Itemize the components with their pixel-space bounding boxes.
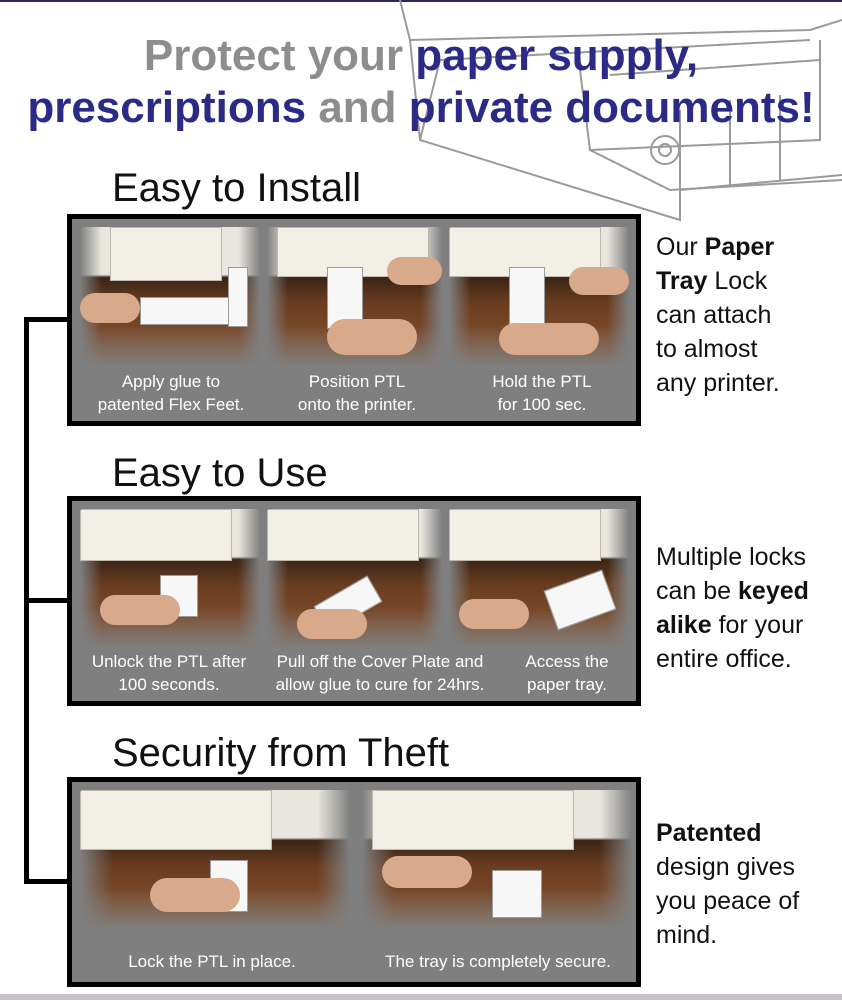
caption-line: patented Flex Feet. xyxy=(97,395,245,414)
side-note-theft xyxy=(656,816,842,952)
bottom-border xyxy=(0,994,842,1000)
side-bold: Patented xyxy=(656,819,762,847)
side-text: can attach xyxy=(656,301,772,329)
side-bold: Paper xyxy=(704,233,775,261)
side-bold: alike xyxy=(656,611,712,639)
caption-line: Hold the PTL xyxy=(492,372,592,391)
side-bold: keyed xyxy=(738,577,809,605)
side-text: Lock xyxy=(714,267,768,295)
caption-unlock-ptl xyxy=(74,650,264,696)
caption-access-tray xyxy=(502,650,632,696)
caption-line: Access the xyxy=(525,652,609,671)
side-note-install xyxy=(656,230,842,400)
side-text: Our xyxy=(656,233,698,261)
headline-paper-supply: paper supply, xyxy=(415,31,699,80)
headline xyxy=(0,30,842,134)
connector-theft xyxy=(24,879,69,884)
photo-lock-in-place xyxy=(80,790,350,930)
caption-line: 100 seconds. xyxy=(118,675,220,694)
side-text: you peace of xyxy=(656,887,800,915)
caption-lock-in-place xyxy=(82,950,342,973)
caption-line: Unlock the PTL after xyxy=(91,652,247,671)
caption-position-ptl xyxy=(268,370,446,416)
headline-and: and xyxy=(318,83,397,132)
caption-line: Pull off the Cover Plate and xyxy=(276,652,484,671)
caption-line: Lock the PTL in place. xyxy=(128,952,296,971)
theft-photo-panel xyxy=(67,777,641,987)
section-title-use: Easy to Use xyxy=(112,451,328,495)
caption-hold-ptl xyxy=(457,370,627,416)
side-text: design gives xyxy=(656,853,795,881)
caption-tray-secure xyxy=(362,950,634,973)
section-title-theft: Security from Theft xyxy=(112,731,450,775)
photo-access-tray xyxy=(449,509,629,649)
section-title-install: Easy to Install xyxy=(112,166,362,210)
caption-line: The tray is completely secure. xyxy=(385,952,611,971)
caption-line: paper tray. xyxy=(526,675,607,694)
side-text: any printer. xyxy=(656,369,780,397)
side-text: can be xyxy=(656,577,732,605)
photo-unlock-ptl xyxy=(80,509,260,649)
connector-use xyxy=(24,598,69,603)
photo-position-ptl xyxy=(267,227,442,367)
side-text: to almost xyxy=(656,335,758,363)
photo-pull-cover xyxy=(267,509,442,649)
headline-private-documents: private documents! xyxy=(408,83,815,132)
caption-line: for 100 sec. xyxy=(497,395,587,414)
install-photo-panel xyxy=(67,214,641,426)
headline-prescriptions: prescriptions xyxy=(27,83,307,132)
connector-install xyxy=(24,317,69,322)
photo-apply-glue xyxy=(80,227,260,367)
side-text: entire office. xyxy=(656,645,792,673)
caption-line: Position PTL xyxy=(308,372,406,391)
side-text: for your xyxy=(718,611,804,639)
caption-apply-glue xyxy=(76,370,266,416)
use-photo-panel xyxy=(67,496,641,706)
side-note-use xyxy=(656,540,842,676)
caption-pull-cover xyxy=(260,650,500,696)
side-bold: Tray xyxy=(656,267,708,295)
side-text: Multiple locks xyxy=(656,543,807,571)
photo-tray-secure xyxy=(362,790,632,930)
caption-line: allow glue to cure for 24hrs. xyxy=(275,675,485,694)
caption-line: onto the printer. xyxy=(297,395,417,414)
side-text: mind. xyxy=(656,921,718,949)
caption-line: Apply glue to xyxy=(121,372,221,391)
headline-protect: Protect your xyxy=(143,31,404,80)
photo-hold-ptl xyxy=(449,227,629,367)
